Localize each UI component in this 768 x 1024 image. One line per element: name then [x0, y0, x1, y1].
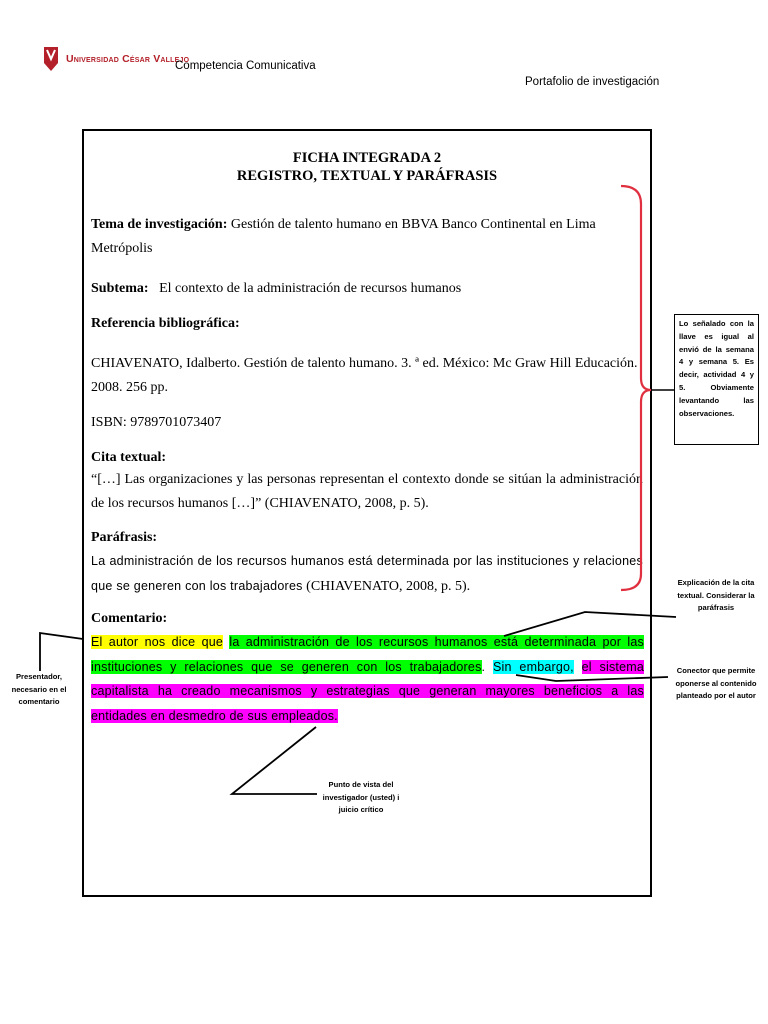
university-name: Universidad César Vallejo — [66, 53, 190, 65]
highlight-presentador: El autor nos dice que — [91, 635, 224, 649]
referencia-value: CHIAVENATO, Idalberto. Gestión de talento humano. 3. ª ed. México: Mc Graw Hill Educación. 2008. 256 pp. — [91, 356, 638, 395]
presentador-connector — [40, 633, 83, 671]
highlight-conector: Sin embargo, — [493, 659, 574, 674]
cita-value: “[…] Las organizaciones y las personas representan el contexto donde se sitúan la administración de los recursos humanos […]” (CHIAVENATO, 2008, p. 5). — [91, 472, 643, 511]
isbn: ISBN: 9789701073407 — [91, 415, 222, 430]
cita-label: Cita textual: — [91, 450, 167, 465]
course-title: Competencia Comunicativa — [175, 60, 316, 72]
ficha-subtitle: REGISTRO, TEXTUAL Y PARÁFRASIS — [236, 168, 498, 184]
comentario-period: . — [481, 659, 486, 674]
note-conector: Conector que permite oponerse al contenido planteado por el autor — [675, 666, 757, 700]
comentario-label: Comentario: — [91, 611, 168, 626]
highlight-punto-vista: el sistema capitalista ha creado mecanismos y estrategias que generan mayores beneficios a las entidades en desmedro de sus empleados. — [91, 659, 644, 723]
referencia-label: Referencia bibliográfica: — [91, 316, 240, 331]
ficha-title: FICHA INTEGRADA 2 — [292, 150, 442, 166]
subtema-value: El contexto de la administración de recursos humanos — [159, 281, 462, 296]
parafrasis-value: La administración de los recursos humanos está determinada por las instituciones y relaciones que se generen con los trabajadores — [91, 554, 643, 593]
parafrasis-citation: (CHIAVENATO, 2008, p. 5). — [302, 579, 471, 594]
red-brace — [621, 186, 651, 590]
highlight-explicacion: la administración de los recursos humanos está determinada por las instituciones y relaciones que se generen con los trabajadores — [91, 635, 644, 674]
conector-connector — [516, 675, 668, 681]
parafrasis-label: Paráfrasis: — [91, 530, 158, 545]
punto-vista-connector — [232, 727, 317, 794]
note-punto-vista: Punto de vista del investigador (usted) i juicio crítico — [322, 780, 400, 814]
note-presentador: Presentador, necesario en el comentario — [11, 672, 67, 706]
explicacion-connector — [504, 612, 676, 636]
tema-value: Gestión de talento humano en BBVA Banco Continental en Lima Metrópolis — [91, 217, 596, 256]
subtema-label: Subtema: — [91, 281, 149, 296]
note-explicacion: Explicación de la cita textual. Considerar la paráfrasis — [677, 578, 755, 612]
brace-note-box: Lo señalado con la llave es igual al envió de la semana 4 y semana 5. Es decir, actividad 4 y 5. Obviamente levantando las observaciones. — [674, 314, 759, 445]
tema-label: Tema de investigación: — [91, 217, 228, 232]
portfolio-title: Portafolio de investigación — [525, 76, 660, 88]
